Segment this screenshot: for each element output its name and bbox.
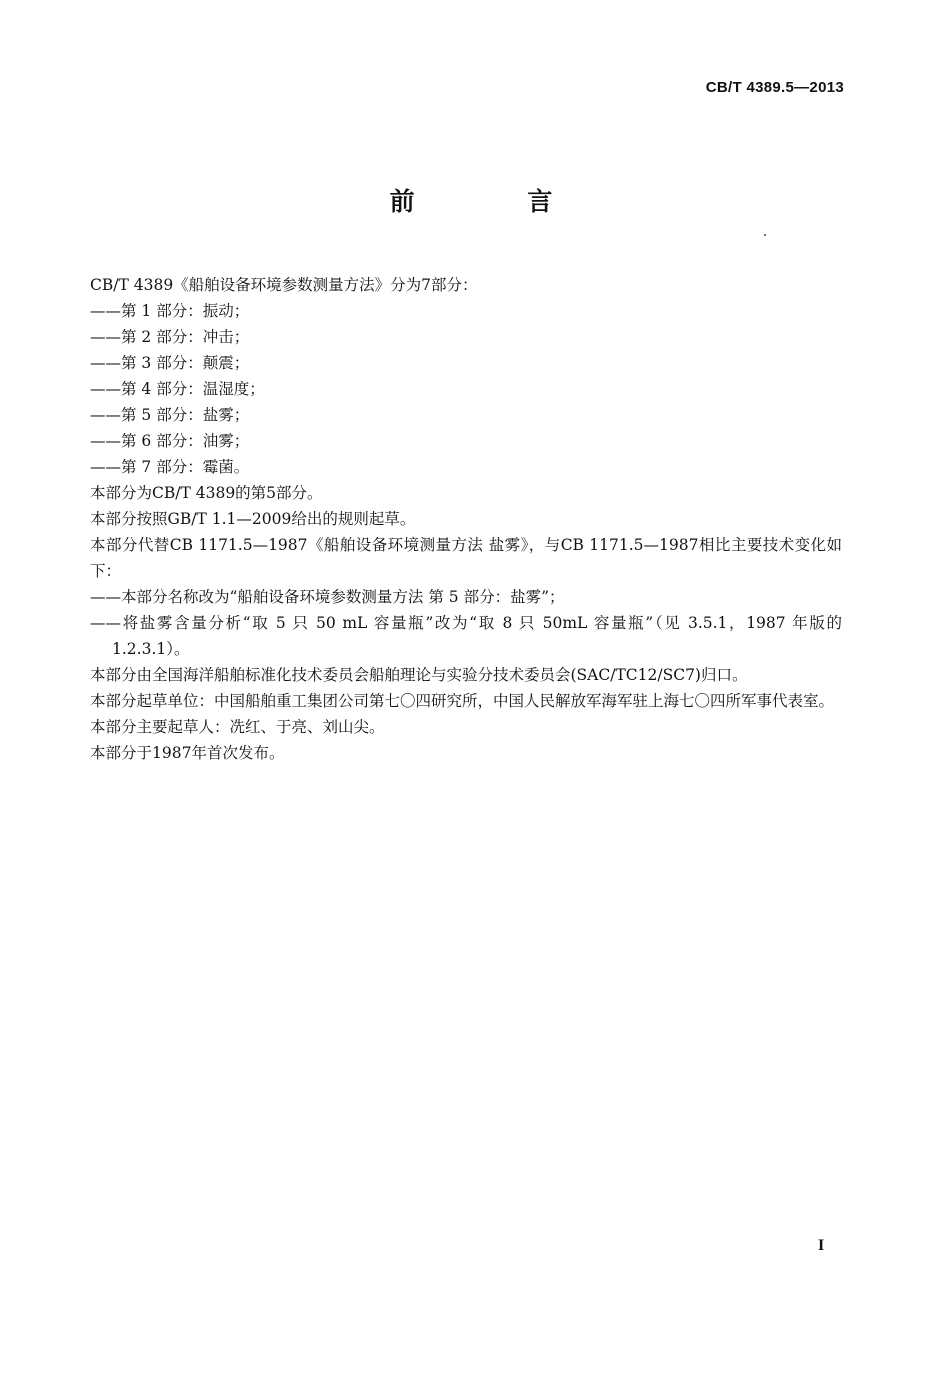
drafting-units-paragraph: 本部分起草单位：中国船舶重工集团公司第七〇四研究所，中国人民解放军海军驻上海七〇四所军事代表室。: [90, 692, 835, 710]
list-item: ——本部分名称改为“船舶设备环境参数测量方法 第 5 部分：盐雾”；: [90, 588, 565, 606]
list-item: ——第 4 部分：温湿度；: [90, 380, 265, 398]
list-item: ——第 6 部分：油雾；: [90, 432, 250, 450]
document-code: CB/T 4389.5—2013: [705, 79, 844, 96]
drafters-paragraph: 本部分主要起草人：冼红、于亮、刘山尖。: [90, 718, 385, 736]
scan-speck: [764, 234, 766, 236]
list-item: ——第 2 部分：冲击；: [90, 328, 250, 346]
list-item: ——第 7 部分：霉菌。: [90, 458, 250, 476]
drafting-rules-paragraph: 本部分按照GB/T 1.1—2009给出的规则起草。: [90, 510, 416, 528]
part-of-paragraph: 本部分为CB/T 4389的第5部分。: [90, 484, 323, 502]
list-item: ——第 1 部分：振动；: [90, 302, 250, 320]
proposed-by-paragraph: 本部分由全国海洋船舶标准化技术委员会船舶理论与实验分技术委员会(SAC/TC12/SC7)归口。: [90, 666, 748, 684]
changes-list: [90, 584, 842, 662]
replaces-paragraph: 本部分代替CB 1171.5—1987《船舶设备环境测量方法 盐雾》，与CB 1171.5—1987相比主要技术变化如下：: [90, 536, 842, 580]
foreword-body: [90, 272, 842, 766]
intro-paragraph: CB/T 4389《船舶设备环境参数测量方法》分为7部分：: [90, 276, 478, 294]
list-item: ——将盐雾含量分析“取 5 只 50 mL 容量瓶”改为“取 8 只 50mL 容量瓶”（见 3.5.1，1987 年版的 1.2.3.1）。: [90, 614, 842, 658]
first-issued-paragraph: 本部分于1987年首次发布。: [90, 744, 285, 762]
list-item: ——第 3 部分：颠震；: [90, 354, 250, 372]
list-item: ——第 5 部分：盐雾；: [90, 406, 250, 424]
parts-list: [90, 298, 842, 480]
page-title: 前 言: [389, 187, 605, 216]
page-number: I: [818, 1237, 825, 1254]
